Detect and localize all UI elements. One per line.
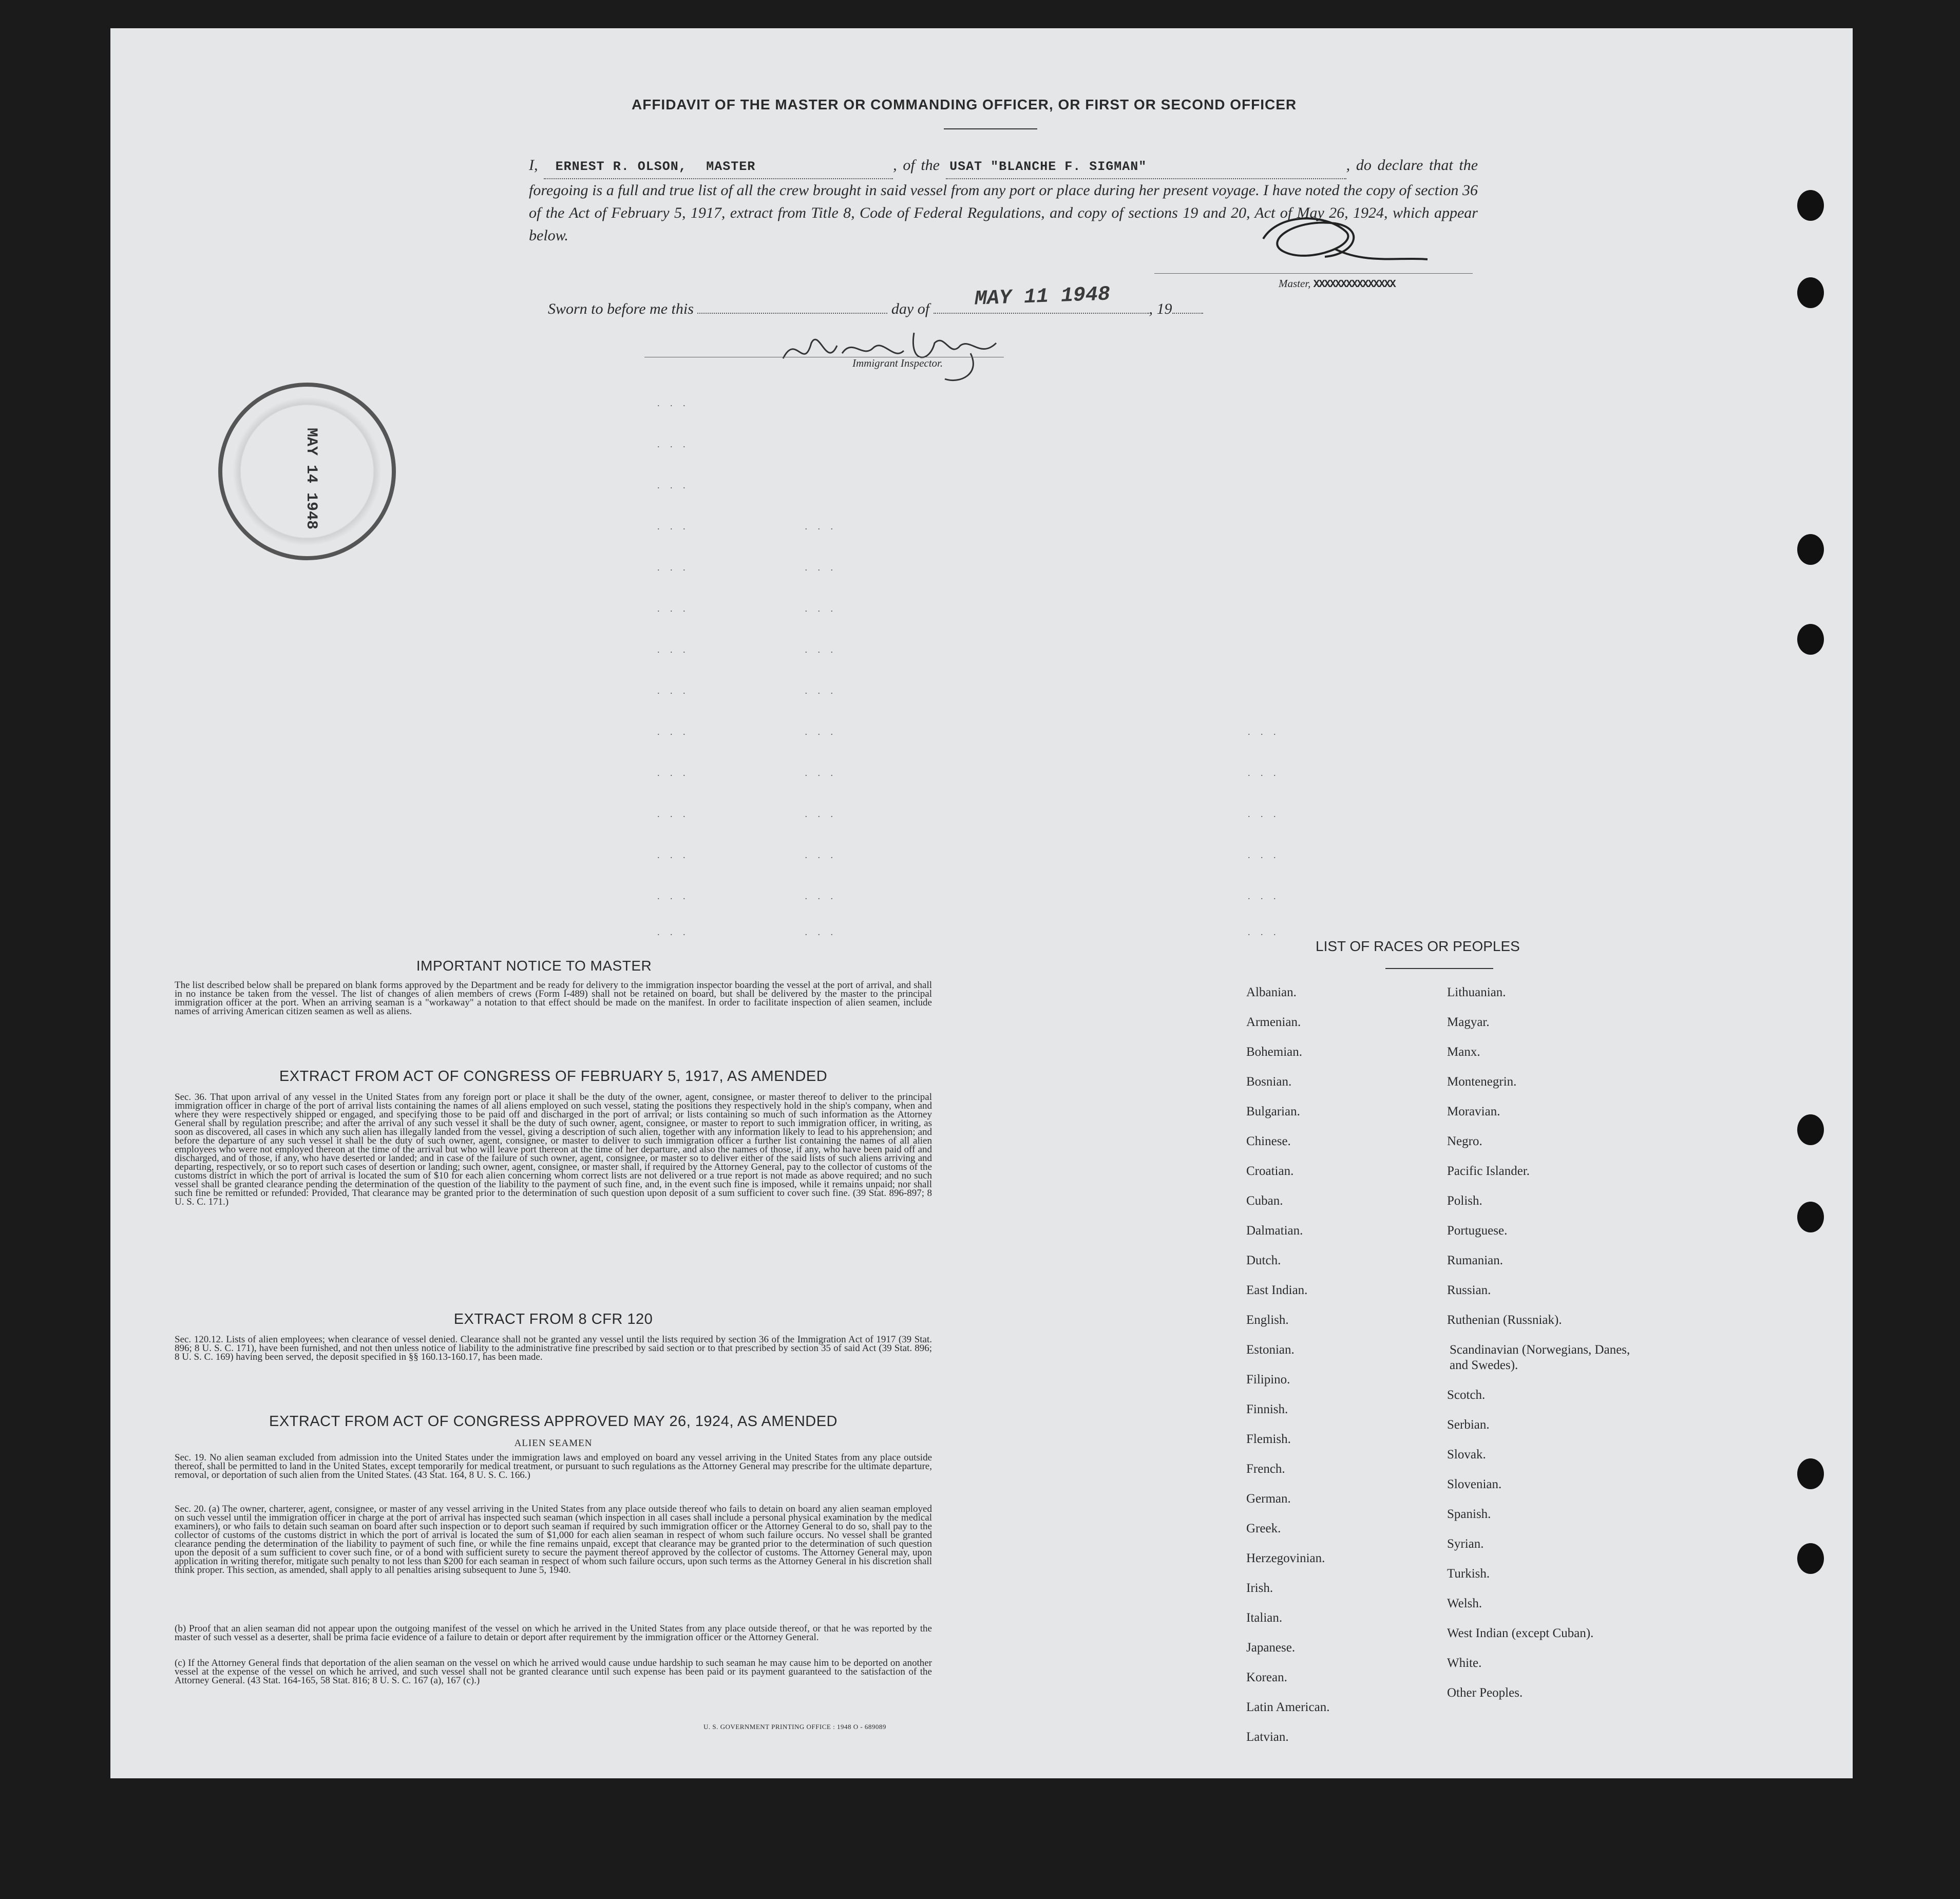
extract-1924-subtitle: ALIEN SEAMEN bbox=[514, 1438, 593, 1449]
inspector-signature bbox=[775, 322, 1022, 389]
race-item: Scotch. bbox=[1447, 1388, 1486, 1402]
race-item: Spanish. bbox=[1447, 1507, 1491, 1521]
extract-cfr-text: Sec. 120.12. Lists of alien employees; when clearance of vessel denied. Clearance shall not be granted any vessel until the lists required by section 36 of the Immigration Act of 1917 (39 Stat. 896; 8 U. S. C. 171), have been furnished, and not then unless notice of liability to the administrative fine prescribed by said section or to that prescribed by section 35 of said Act (39 Stat. 896; 8 U. S. C. 169) having been served, the deposit specified in §§ 160.13-160.17, has been made. bbox=[175, 1334, 932, 1362]
master-label: Master, XXXXXXXXXXXXXXX bbox=[1279, 277, 1395, 291]
race-item: Cuban. bbox=[1246, 1194, 1283, 1208]
race-item: English. bbox=[1246, 1313, 1289, 1327]
races-column-1 bbox=[1246, 978, 1416, 1752]
race-item: Albanian. bbox=[1246, 985, 1297, 999]
punch-hole bbox=[1797, 534, 1824, 565]
faint-dots: . . . . . . bbox=[657, 562, 837, 573]
master-signature bbox=[1232, 208, 1438, 275]
punch-hole bbox=[1797, 624, 1824, 655]
race-item: Polish. bbox=[1447, 1194, 1482, 1208]
faint-dots: . . . . . . . . . bbox=[657, 891, 1280, 901]
race-item: Negro. bbox=[1447, 1134, 1482, 1148]
faint-dots: . . . bbox=[657, 480, 690, 490]
seal-date-text: MAY 14 1948 bbox=[302, 428, 320, 530]
race-item: Croatian. bbox=[1246, 1164, 1294, 1178]
faint-dots: . . . . . . bbox=[657, 603, 837, 614]
faint-dots: . . . . . . . . . bbox=[657, 768, 1280, 778]
immigration-seal bbox=[218, 383, 396, 560]
race-item: Russian. bbox=[1447, 1283, 1491, 1297]
notice-title: IMPORTANT NOTICE TO MASTER bbox=[416, 958, 652, 974]
race-item: Bulgarian. bbox=[1246, 1105, 1300, 1118]
race-item: Filipino. bbox=[1246, 1373, 1290, 1387]
race-item: Finnish. bbox=[1246, 1402, 1288, 1416]
vessel-name-field: USAT "BLANCHE F. SIGMAN" bbox=[946, 154, 1346, 179]
extract-1924-title: EXTRACT FROM ACT OF CONGRESS APPROVED MAY 26, 1924, AS AMENDED bbox=[269, 1413, 838, 1430]
faint-dots: . . . bbox=[657, 439, 690, 449]
faint-dots: . . . . . . bbox=[657, 686, 837, 696]
race-item: West Indian (except Cuban). bbox=[1447, 1626, 1594, 1640]
race-item: Armenian. bbox=[1246, 1015, 1301, 1029]
race-item: Magyar. bbox=[1447, 1015, 1490, 1029]
extract-1917-text: Sec. 36. That upon arrival of any vessel in the United States from any foreign port or place it shall be the duty of the owner, agent, consignee, or master thereof to deliver to the principal immigration officer in charge of the port of arrival lists containing the names of all aliens employed on such vessel, stating the positions they respectively hold in the ship's company, when and where they were respectively shipped or engaged, and specifying those to be paid off and discharged in the port of arrival; or lists containing so much of such information as the Attorney General shall by regulation prescribe; and after the arrival of any such vessel it shall be the duty of such owner, agent, consignee, or master to report to such immigration officer, in writing, as soon as discovered, all cases in which any such alien has illegally landed from the vessel, giving a description of such alien, together with any information likely to lead to his apprehension; and before the departure of any such vessel it shall be the duty of such owner, agent, consignee, or master to deliver to such immigration officer a further list containing the names of all alien employees who were not employed thereon at the time of the arrival but who will leave port thereon at the time of her departure, and also the names of those, if any, who have been paid off and discharged, and of those, if any, who have deserted or landed; and in case of the failure of such owner, agent, consignee, or master so to deliver either of the said lists of such aliens arriving and departing, respectively, or so to report such cases of desertion or landing; such owner, agent, consignee, or master shall, if required by the Attorney General, pay to the collector of customs of the customs district in which the port of arrival is located the sum of $10 for each alien concerning whom correct lists are not delivered or a true report is not made as above required; and no such vessel shall be granted clearance pending the determination of the question of the liability to the payment of such fine, and, in the event such fine is imposed, while it remains unpaid; nor shall such fine be remitted or refunded: Provided, That clearance may be granted prior to the determination of such question upon deposit of a sum sufficient to cover such fine. (39 Stat. 896-897; 8 U. S. C. 171.) bbox=[175, 1092, 932, 1207]
race-item: Herzegovinian. bbox=[1246, 1551, 1325, 1565]
race-item: Greek. bbox=[1246, 1522, 1281, 1535]
race-item: Slovenian. bbox=[1447, 1477, 1502, 1491]
races-column-2 bbox=[1447, 978, 1663, 1708]
race-item: Dalmatian. bbox=[1246, 1224, 1303, 1238]
faint-dots: . . . . . . bbox=[657, 521, 837, 531]
title-rule bbox=[944, 128, 1037, 129]
extract-1924-sec20b: (b) Proof that an alien seaman did not appear upon the outgoing manifest of the vessel on which he arrived in the United States from any place outside thereof, or that he was reported by the master of such vessel as a deserter, shall be prima facie evidence of a failure to detain or deport after requirement by the immigration officer or the Attorney General. bbox=[175, 1623, 932, 1643]
extract-cfr-title: EXTRACT FROM 8 CFR 120 bbox=[453, 1311, 653, 1327]
sworn-line: Sworn to before me this day of MAY 11 1948 , 19 bbox=[548, 298, 1318, 320]
punch-hole bbox=[1797, 190, 1824, 221]
punch-hole bbox=[1797, 1543, 1824, 1574]
date-stamp: MAY 11 1948 bbox=[974, 283, 1111, 311]
faint-dots: . . . . . . bbox=[657, 644, 837, 655]
race-item: Turkish. bbox=[1447, 1567, 1490, 1581]
race-item: Irish. bbox=[1246, 1581, 1273, 1595]
punch-hole bbox=[1797, 1458, 1824, 1489]
extract-1924-sec19: Sec. 19. No alien seaman excluded from admission into the United States under the immigration laws and employed on board any vessel arriving in the United States from any place outside thereof, shall be permitted to land in the United States, except temporarily for medical treatment, or pursuant to such regulations as the Attorney General may prescribe for the ultimate departure, removal, or deportation of such alien from the United States. (43 Stat. 164, 8 U. S. C. 166.) bbox=[175, 1452, 932, 1480]
race-item: Scandinavian (Norwegians, Danes, and Swedes). bbox=[1450, 1343, 1630, 1372]
race-item: French. bbox=[1246, 1462, 1285, 1476]
faint-dots: . . . . . . . . . bbox=[657, 850, 1280, 860]
race-item: German. bbox=[1246, 1492, 1291, 1506]
punch-hole bbox=[1797, 277, 1824, 308]
races-title-rule bbox=[1385, 968, 1493, 969]
race-item: Pacific Islander. bbox=[1447, 1164, 1530, 1178]
race-item: Estonian. bbox=[1246, 1343, 1295, 1357]
affidavit-title: AFFIDAVIT OF THE MASTER OR COMMANDING OFFICER, OR FIRST OR SECOND OFFICER bbox=[632, 97, 1297, 112]
inspector-label: Immigrant Inspector. bbox=[852, 357, 943, 369]
extract-1917-title: EXTRACT FROM ACT OF CONGRESS OF FEBRUARY 5, 1917, AS AMENDED bbox=[279, 1068, 828, 1085]
affidavit-text: I, ERNEST R. OLSON, MASTER , of the USAT "BLANCHE F. SIGMAN" , do declare that the foregoing is a full and true list of all the crew brought in said vessel from any port or place during her present voyage. I have noted the copy of section 36 of the Act of February 5, 1917, extract from Title 8, Code of Federal Regulations, and copy of sections 19 and 20, Act of May 26, 1924, which appear below. bbox=[529, 154, 1478, 247]
races-title: LIST OF RACES OR PEOPLES bbox=[1316, 938, 1520, 954]
race-item: Manx. bbox=[1447, 1045, 1480, 1059]
race-item: Syrian. bbox=[1447, 1537, 1484, 1551]
race-item: Latin American. bbox=[1246, 1700, 1330, 1714]
notice-text: The list described below shall be prepared on blank forms approved by the Department and be ready for delivery to the immigration inspector boarding the vessel at the port of arrival, and shall in no instance be taken from the vessel. The list of changes of alien members of crews (Form I-489) shall not be retained on board, but shall be delivered by the master to the principal immigration officer at the port. When an arriving seaman is a "workaway" a notation to that effect should be made on the manifest. In order to facilitate inspection of alien seamen, include names of arriving American citizen seamen as well as aliens. bbox=[175, 980, 932, 1017]
master-name-field: ERNEST R. OLSON, MASTER bbox=[544, 154, 893, 179]
punch-hole bbox=[1797, 1114, 1824, 1145]
race-item: Montenegrin. bbox=[1447, 1075, 1517, 1089]
race-item: Latvian. bbox=[1246, 1730, 1289, 1744]
race-item: Japanese. bbox=[1246, 1641, 1296, 1655]
race-item: Serbian. bbox=[1447, 1418, 1490, 1432]
extract-1924-sec20a: Sec. 20. (a) The owner, charterer, agent, consignee, or master of any vessel arriving in the United States from any place outside thereof who fails to detain on board any alien seaman employed on such vessel until the immigration officer in charge at the port of arrival has inspected such seaman (which inspection in all cases shall include a personal physical examination by the medical examiners), or who fails to detain such seaman on board after such inspection or to deport such seaman if required by such immigration officer or the Attorney General to do so, shall pay to the collector of customs of the customs district in which the port of arrival is located the sum of $1,000 for each alien seaman in respect of whom such failure occurs. No vessel shall be granted clearance pending the determination of the liability to payment of such fine, or while the fine remains unpaid, except that clearance may be granted prior to the determination of such question upon the deposit of a sum sufficient to cover such fine, or of a bond with sufficient surety to secure the payment thereof approved by the collector of customs. The Attorney General may, upon application in writing therefor, mitigate such penalty to not less than $200 for each seaman in respect of whom such failure occurs, upon such terms as the Attorney General in his discretion shall think proper. This section, as amended, shall apply to all penalties arising subsequent to June 5, 1940. bbox=[175, 1504, 932, 1575]
race-item: Bohemian. bbox=[1246, 1045, 1303, 1059]
punch-hole bbox=[1797, 1202, 1824, 1232]
race-item: Flemish. bbox=[1246, 1432, 1291, 1446]
race-item: Portuguese. bbox=[1447, 1224, 1508, 1238]
race-item: White. bbox=[1447, 1656, 1482, 1670]
master-signature-line bbox=[1154, 273, 1473, 274]
race-item: Dutch. bbox=[1246, 1254, 1281, 1267]
race-item: East Indian. bbox=[1246, 1283, 1308, 1297]
faint-dots: . . . . . . . . . bbox=[657, 809, 1280, 819]
race-item: Rumanian. bbox=[1447, 1254, 1504, 1267]
race-item: Other Peoples. bbox=[1447, 1686, 1523, 1700]
printer-imprint: U. S. GOVERNMENT PRINTING OFFICE : 1948 O - 689089 bbox=[703, 1723, 886, 1731]
race-item: Ruthenian (Russniak). bbox=[1447, 1313, 1562, 1327]
faint-dots: . . . bbox=[657, 398, 690, 408]
race-item: Moravian. bbox=[1447, 1105, 1500, 1118]
affidavit-declaration: that the foregoing is a full and true list of all the crew brought in said vessel from any port or place during her present voyage. I have noted the copy of section 36 of the Act of February 5, 1917, extract from Title 8, Code of Federal Regulations, and copy of sections 19 and 20, Act of May 26, 1924, which appear below. bbox=[529, 157, 1478, 244]
race-item: Lithuanian. bbox=[1447, 985, 1506, 999]
race-item: Slovak. bbox=[1447, 1448, 1486, 1461]
race-item: Korean. bbox=[1246, 1670, 1287, 1684]
extract-1924-sec20c: (c) If the Attorney General finds that deportation of the alien seaman on the vessel on which he arrived would cause undue hardship to such seaman he may cause him to be deported on another vessel at the expense of the vessel on which he arrived, and such vessel shall not be granted clearance until such expense has been paid or its payment guaranteed to the satisfaction of the Attorney General. (43 Stat. 164-165, 58 Stat. 816; 8 U. S. C. 167 (a), 167 (c).) bbox=[175, 1658, 932, 1686]
race-item: Bosnian. bbox=[1246, 1075, 1292, 1089]
faint-dots: . . . . . . . . . bbox=[657, 727, 1280, 737]
race-item: Italian. bbox=[1246, 1611, 1283, 1625]
faint-dots: . . . . . . . . . bbox=[657, 927, 1280, 937]
race-item: Chinese. bbox=[1246, 1134, 1291, 1148]
race-item: Welsh. bbox=[1447, 1597, 1482, 1610]
